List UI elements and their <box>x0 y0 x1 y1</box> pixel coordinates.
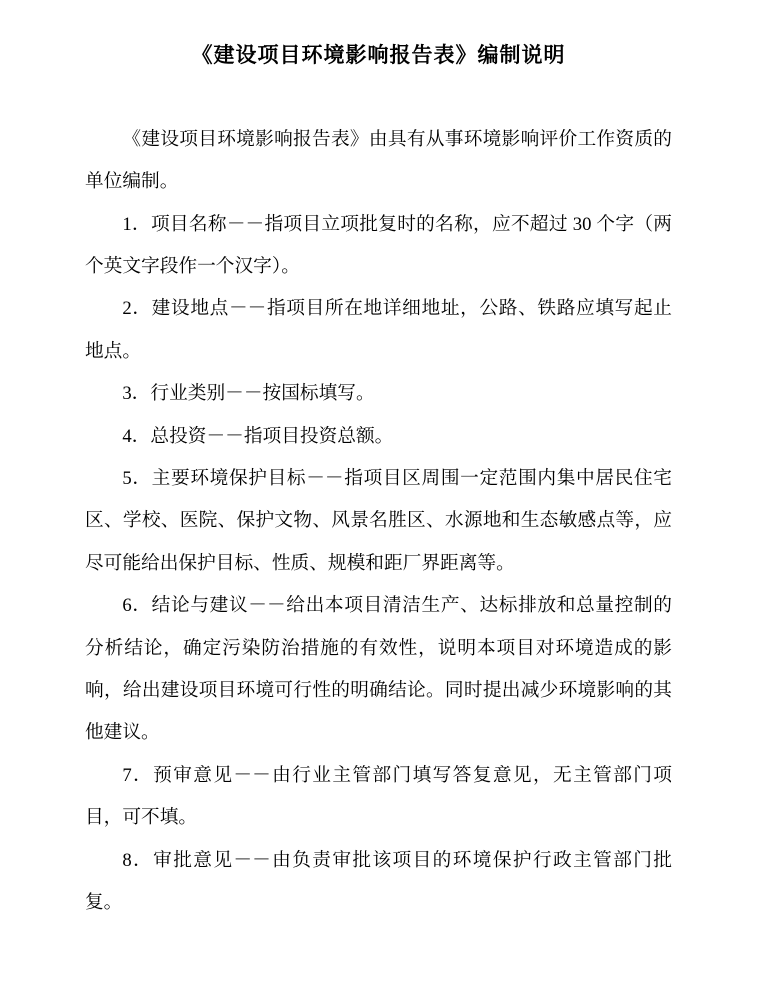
paragraph-item-5: 5．主要环境保护目标－－指项目区周围一定范围内集中居民住宅区、学校、医院、保护文物、风景名胜区、水源地和生态敏感点等，应尽可能给出保护目标、性质、规模和距厂界距离等。 <box>85 468 672 574</box>
paragraph-item-7: 7．预审意见－－由行业主管部门填写答复意见，无主管部门项目，可不填。 <box>85 764 672 829</box>
paragraph-intro: 《建设项目环境影响报告表》由具有从事环境影响评价工作资质的单位编制。 <box>85 128 672 193</box>
paragraph-item-3: 3．行业类别－－按国标填写。 <box>122 383 375 405</box>
paragraph-item-1: 1．项目名称－－指项目立项批复时的名称，应不超过 30 个字（两个英文字段作一个汉字）。 <box>85 213 672 278</box>
paragraph-item-4: 4．总投资－－指项目投资总额。 <box>122 425 394 447</box>
paragraph-item-8: 8．审批意见－－由负责审批该项目的环境保护行政主管部门批复。 <box>85 849 672 914</box>
paragraph-item-6: 6．结论与建议－－给出本项目清洁生产、达标排放和总量控制的分析结论，确定污染防治措施的有效性，说明本项目对环境造成的影响，给出建设项目环境可行性的明确结论。同时提出减少环境影响的其他建议。 <box>85 595 672 744</box>
document-title: 《建设项目环境影响报告表》编制说明 <box>191 43 566 67</box>
paragraph-item-2: 2．建设地点－－指项目所在地详细地址，公路、铁路应填写起止地点。 <box>85 298 672 362</box>
